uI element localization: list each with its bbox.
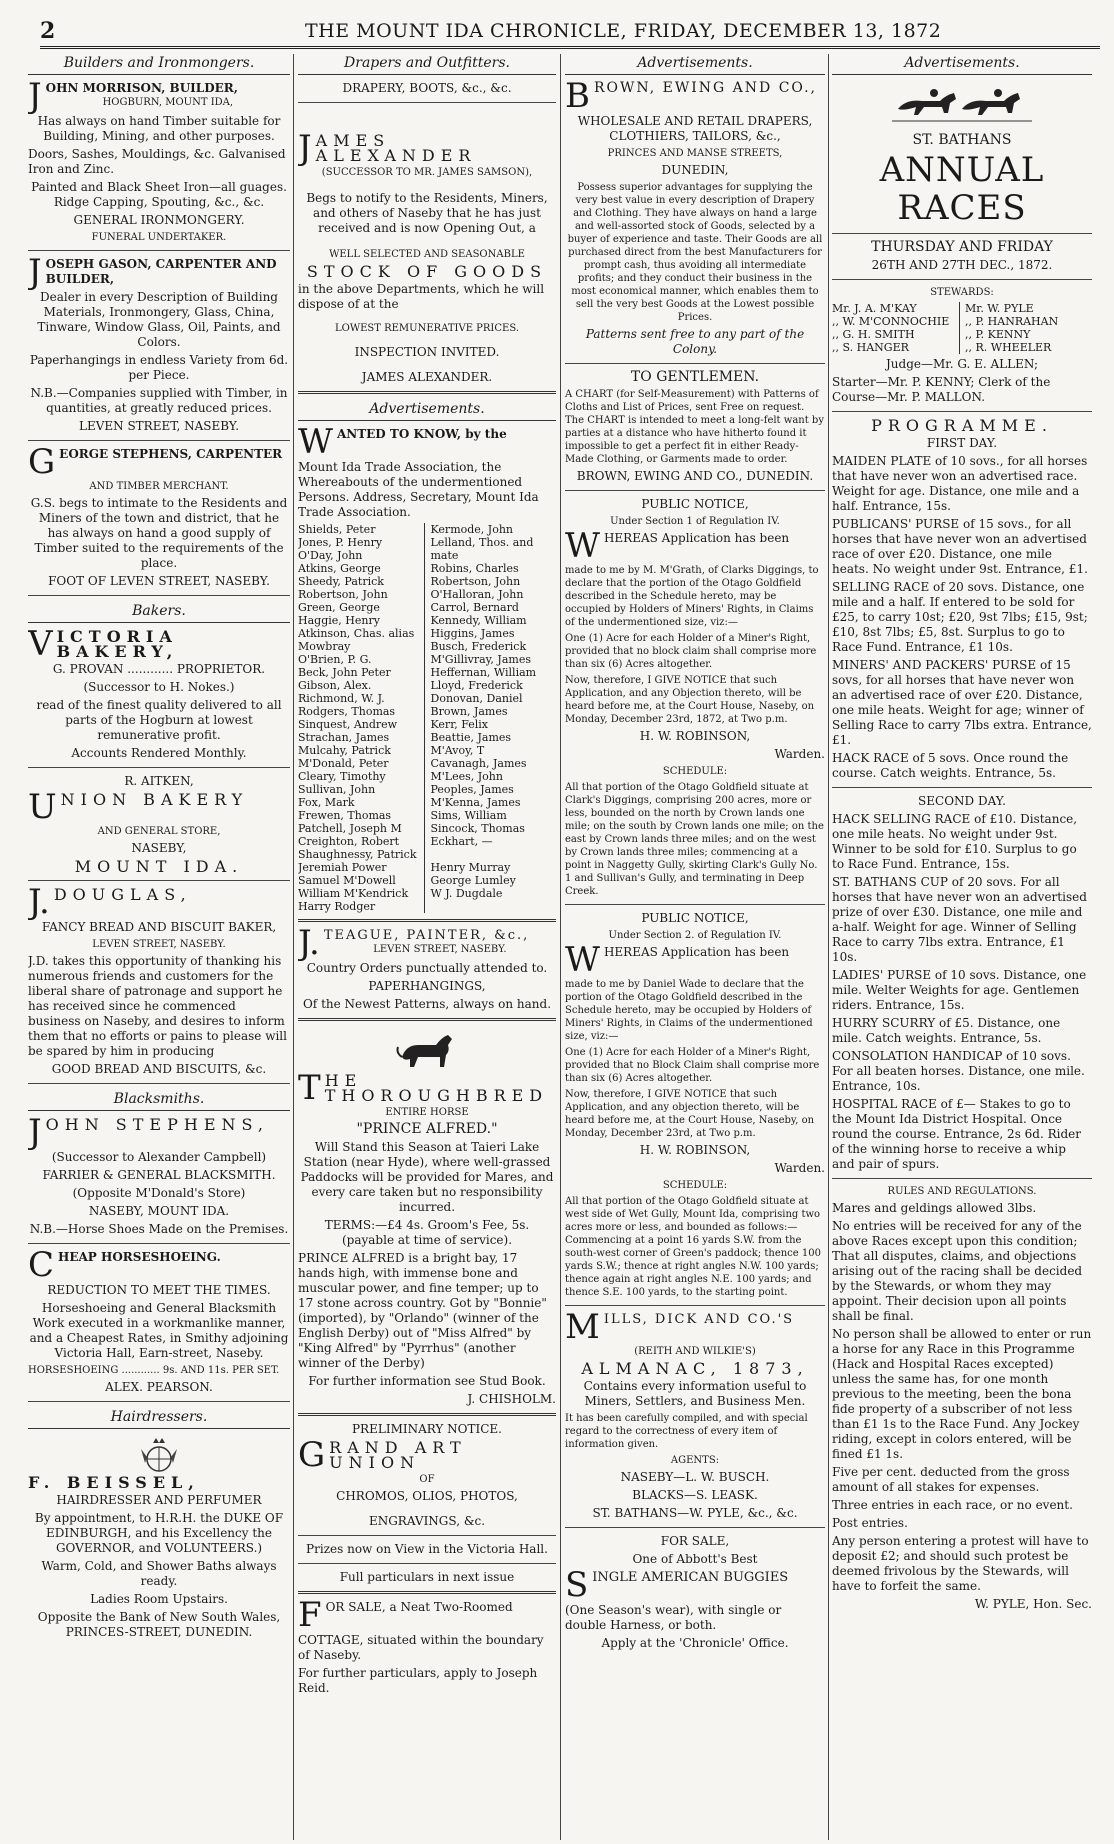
ad-text: For further information see Stud Book. xyxy=(308,1374,546,1388)
ad-for-sale-buggies: FOR SALE, One of Abbott's Best S INGLE AMERICAN BUGGIES (One Season's wear), with single or double Harness, or both. Apply at the 'Chronicle' Office. xyxy=(565,1534,825,1651)
ad-text: FOR SALE, xyxy=(660,1534,730,1548)
list-item: ,, S. HANGER xyxy=(832,341,909,354)
ad-text: GOOD BREAD AND BISCUITS, &c. xyxy=(51,1062,267,1076)
list-item: Beck, John Peter xyxy=(298,666,391,679)
ad-text: FARRIER & GENERAL BLACKSMITH. xyxy=(42,1168,276,1182)
ad-cheap-horseshoeing: C HEAP HORSESHOEING. REDUCTION TO MEET THE TIMES. Horseshoeing and General Blacksmith Work executed in a workmanlike manner, and a Cheapest Rates, in Smithy adjoining Victoria Hall, Earn-street, Naseby. HORSESHOEING ............ 9s. AND 11s. PER SET. ALEX. PEARSON. xyxy=(28,1245,289,1394)
section-heading: Advertisements. xyxy=(565,54,825,75)
list-item: Robertson, John xyxy=(430,575,521,588)
list-item: Cleary, Timothy xyxy=(298,770,386,783)
notice-text: One (1) Acre for each Holder of a Miner's Right, provided that no Block Claim shall comprise more than six (6) Acres altogether. xyxy=(565,1047,820,1084)
list-item: Shaughnessy, Patrick xyxy=(298,848,417,861)
ad-title: HE THOROUGHBRED xyxy=(324,1071,549,1105)
list-item: W J. Dugdale xyxy=(430,887,503,900)
ad-thoroughbred: T HE THOROUGHBRED ENTIRE HORSE "PRINCE ALFRED." Will Stand this Season at Taieri Lake Station (near Hyde), where well-grassed Paddocks will be provided for Mares, and every care taken but no responsibility incurred. TERMS:—£4 4s. Groom's Fee, 5s. (payable at time of service). PRINCE ALFRED is a bright bay, 17 hands high, with immense bone and muscular power, and fine temper; up to 17 stone across country. Got by "Bonnie" (imported), by "Orlando" (winner of the English Derby) out of "Miss Alfred" by "King Alfred" by "Pyrrhus" (another winner of the Derby) For further information see Stud Book. J. CHISHOLM. xyxy=(298,1027,556,1407)
ad-text: ENGRAVINGS, &c. xyxy=(368,1514,486,1528)
ad-text: COTTAGE, situated within the boundary of Naseby. xyxy=(298,1633,544,1662)
wanted-names-list xyxy=(298,523,556,913)
names-right-column xyxy=(424,523,557,913)
notice-text: made to me by Daniel Wade to declare that the portion of the Otago Goldfield described in the Schedule hereto, may be occupied by Holders of Miners' Rights, in Claims of the undermentioned size, viz:— xyxy=(565,979,813,1042)
races-title: ANNUAL RACES xyxy=(879,150,1045,228)
list-item: M'Donald, Peter xyxy=(298,757,389,770)
rule-text: No entries will be received for any of the above Races except upon this condition; That all disputes, claims, and objections arising out of the racing shall be decided by the Stewards, or whom they may appoint. Their decision upon all points shall be final. xyxy=(832,1219,1083,1323)
ad-text: Paperhangings in endless Variety from 6d. per Piece. xyxy=(29,353,289,382)
ad-text: Painted and Black Sheet Iron—all guages. Ridge Capping, Spouting, &c., &c. xyxy=(31,180,287,209)
list-item: Rodgers, Thomas xyxy=(298,705,396,718)
section-heading: Hairdressers. xyxy=(28,1408,290,1429)
notice-heading: HEREAS Application has been xyxy=(603,945,790,959)
section-heading: Advertisements. xyxy=(832,54,1092,75)
list-item: Henry Murray xyxy=(430,861,511,874)
ad-title: INGLE AMERICAN BUGGIES xyxy=(592,1570,789,1585)
column-1 xyxy=(28,54,290,1840)
ad-text: ST. BATHANS—W. PYLE, &c., &c. xyxy=(592,1506,798,1520)
ad-text: LEVEN STREET, NASEBY. xyxy=(78,419,240,433)
ad-alexander: J AMES ALEXANDER (SUCCESSOR TO MR. JAMES SAMSON), Begs to notify to the Residents, Miners, and others of Naseby that he has just received and is now Opening Out, a WELL SELECTED AND SEASONABLE STOCK OF GOODS in the above Departments, which he will dispose of at the LOWEST REMUNERATIVE PRICES. INSPECTION INVITED. JAMES ALEXANDER. xyxy=(298,133,556,385)
notice-text: One (1) Acre for each Holder of a Miner's Right, provided that no block claim shall comprise more than six (6) Acres altogether. xyxy=(565,633,817,670)
ad-text: STEWARDS: xyxy=(930,287,994,298)
ad-title: OSEPH GASON, CARPENTER AND BUILDER, xyxy=(45,257,277,286)
day-heading: SECOND DAY. xyxy=(918,794,1006,808)
ad-text: "PRINCE ALFRED." xyxy=(356,1121,498,1137)
race-entry: LADIES' PURSE of 10 sovs. Distance, one mile. Welter Weights for age. Gentlemen riders. Entrance, 15s. xyxy=(832,968,1087,1012)
list-item: Kermode, John xyxy=(430,523,513,536)
list-item: Robins, Charles xyxy=(430,562,519,575)
list-item: Green, George xyxy=(298,601,380,614)
royal-crest-icon xyxy=(129,1435,189,1475)
column-3 xyxy=(565,54,825,1840)
ad-text: Country Orders punctually attended to. xyxy=(306,961,548,975)
ad-text: FUNERAL UNDERTAKER. xyxy=(91,232,227,243)
ad-text: J. CHISHOLM. xyxy=(467,1392,556,1406)
ad-title: ANTED TO KNOW, by the xyxy=(336,427,507,441)
list-item: Heffernan, William xyxy=(430,666,537,679)
ad-text: WELL SELECTED AND SEASONABLE xyxy=(329,249,525,260)
horse-icon xyxy=(392,1027,462,1073)
section-heading: Bakers. xyxy=(28,602,290,623)
ad-text: REDUCTION TO MEET THE TIMES. xyxy=(47,1283,271,1297)
ad-text: NASEBY, MOUNT IDA. xyxy=(88,1204,230,1218)
list-item: Brown, James xyxy=(430,705,508,718)
list-item: Samuel M'Dowell xyxy=(298,874,396,887)
ad-text: Doors, Sashes, Mouldings, &c. Galvanised Iron and Zinc. xyxy=(28,147,286,176)
notice-text: Now, therefore, I GIVE NOTICE that such Application, and any Objection thereto, will be heard before me, at the Court House, Naseby, on Monday, December 23rd, 1872, at Two p.m. xyxy=(565,675,815,725)
ad-title: TO GENTLEMEN. xyxy=(630,369,760,385)
list-item: Robertson, John xyxy=(298,588,388,601)
ad-text: Starter—Mr. P. KENNY; Clerk of the Course—Mr. P. MALLON. xyxy=(832,375,1051,404)
ad-text: J.D. takes this opportunity of thanking his numerous friends and customers for the liberal share of patronage and support he has received since he commenced business on Naseby, and desires to inform them that no efforts or pains to please will be spared by him in producing xyxy=(28,954,287,1058)
ad-text: STOCK OF GOODS xyxy=(306,262,548,281)
ad-union-bakery: R. AITKEN, U NION BAKERY AND GENERAL STORE, NASEBY, MOUNT IDA. xyxy=(28,774,290,874)
rule-text: Post entries. xyxy=(832,1516,908,1530)
ad-beissel xyxy=(28,1435,290,1640)
ad-text: Begs to notify to the Residents, Miners, and others of Naseby that he has just received and is now Opening Out, a xyxy=(306,191,548,235)
list-item: Fox, Mark xyxy=(298,796,355,809)
list-item: Patchell, Joseph M xyxy=(298,822,402,835)
ad-mills-dick: M ILLS, DICK AND CO.'S (REITH AND WILKIE'S) ALMANAC, 1873, Contains every information useful to Miners, Settlers, and Business Men. It has been carefully compiled, and with special regard to the correctness of every item of information given. AGENTS: NASEBY—L. W. BUSCH. BLACKS—S. LEASK. ST. BATHANS—W. PYLE, &c., &c. xyxy=(565,1312,825,1521)
ad-wanted: W ANTED TO KNOW, by the Mount Ida Trade Association, the Whereabouts of the undermentioned Persons. Address, Secretary, Mount Ida Trade Association. Shields, Peter Jones, P. Henry O'Day, John Atkins, George Sheedy, Patrick Robertson, John Green, George Haggie, Henry Atkinson, Chas. alias Mowbray O'Brien, P. G. Beck, John Peter Gibson, Alex. Richmond, W. J. Rodgers, Thomas Sinquest, Andrew Strachan, James Mulcahy, Patrick M'Donald, Peter Cleary, Timothy Sullivan, John Fox, Mark Frewen, Thomas Patchell, Joseph M Creighton, Robert Shaughnessy, Patrick Jeremiah Power Samuel M'Dowell William M'Kendrick Harry Rodger Kermode, John Lelland, Thos. and mate Robins, Charles Robertson, John O'Halloran, John Carrol, Bernard Kennedy, William Higgins, James Busch, Frederick M'Gillivray, James Heffernan, William Lloyd, Frederick Donovan, Daniel Brown, James Kerr, Felix Beattie, James M'Avoy, T Cavanagh, James M'Lees, John Peoples, James M'Kenna, James Sims, William Sincock, Thomas Eckhart, — Henry Murray George Lumley W J. Dugdale xyxy=(298,427,556,913)
names-left-column xyxy=(298,523,424,913)
ad-text: Horseshoeing and General Blacksmith Work executed in a workmanlike manner, and a Cheapest Rates, in Smithy adjoining Victoria Hall, Earn-street, Naseby. xyxy=(29,1301,289,1360)
ad-text: AND TIMBER MERCHANT. xyxy=(89,481,229,492)
ad-text: N.B.—Companies supplied with Timber, in quantities, at greatly reduced prices. xyxy=(30,386,288,415)
ad-text: LEVEN STREET, NASEBY. xyxy=(373,944,507,955)
ad-stephens: G EORGE STEPHENS, CARPENTER AND TIMBER MERCHANT. G.S. begs to intimate to the Residents and Miners of the town and district, that he has always on hand a good supply of Timber suited to the requirements of the place. FOOT OF LEVEN STREET, NASEBY. xyxy=(28,447,290,589)
notice-text: All that portion of the Otago Goldfield situate at west side of Wet Gully, Mount Ida, comprising two acres more or less, and bounded as follows:—Commencing at a point 16 yards S.W. from the south-west corner of Green's paddock; thence 100 yards S.W.; thence at right angles N.W. 100 yards; thence again at right angles N.E. 100 yards; and thence S.E. 100 yards, to the starting point. xyxy=(565,1196,821,1298)
ad-text: OF xyxy=(419,1474,435,1485)
ad-text: By appointment, to H.R.H. the DUKE OF EDINBURGH, and his Excellency the GOVERNOR, and VOLUNTEERS.) xyxy=(34,1511,284,1555)
public-notice-1: PUBLIC NOTICE, Under Section 1 of Regulation IV. W HEREAS Application has been made to me by M. M'Grath, of Clarks Diggings, to declare that the portion of the Otago Goldfield described in the Schedule hereto, may be occupied by Holders of Miners' Rights, in Claims of the undermentioned size, viz:— One (1) Acre for each Holder of a Miner's Right, provided that no block claim shall comprise more than six (6) Acres altogether. Now, therefore, I GIVE NOTICE that such Application, and any Objection thereto, will be heard before me, at the Court House, Naseby, on Monday, December 23rd, 1872, at Two p.m. H. W. ROBINSON, Warden. SCHEDULE: All that portion of the Otago Goldfield situate at Clark's Diggings, comprising 200 acres, more or less, bounded on the north by Crown lands one mile; on the south by Crown lands one mile; on the east by Crown lands three miles; and on the west by Crown lands three miles; commencing at a point in Naggetty Gully, skirting Clark's Gully No. 1 and Sullivan's Gully, and terminating in Deep Creek. xyxy=(565,497,825,897)
ad-art-union: PRELIMINARY NOTICE. G RAND ART UNION OF CHROMOS, OLIOS, PHOTOS, ENGRAVINGS, &c. Prizes now on View in the Victoria Hall. Full particulars in next issue xyxy=(298,1422,556,1585)
newspaper-title: THE MOUNT IDA CHRONICLE, FRIDAY, DECEMBER 13, 1872 xyxy=(305,20,942,42)
list-item: Jeremiah Power xyxy=(298,861,387,874)
ad-text: Apply at the 'Chronicle' Office. xyxy=(601,1636,789,1650)
notice-subtitle: Under Section 2. of Regulation IV. xyxy=(608,930,782,941)
ad-text: A CHART (for Self-Measurement) with Patterns of Cloths and List of Prices, sent Free on request. The CHART is intended to meet a long-felt want by parties at a distance who have hitherto found it impossible to get a perfect fit in either Ready-Made Clothing, or Garments made to order. xyxy=(565,389,824,465)
ad-text: Will Stand this Season at Taieri Lake Station (near Hyde), where well-grassed Paddocks will be provided for Mares, and every care taken but no responsibility incurred. xyxy=(300,1140,554,1214)
list-item: O'Halloran, John xyxy=(430,588,524,601)
ad-text: Accounts Rendered Monthly. xyxy=(71,746,247,760)
stewards-right xyxy=(959,302,1092,354)
list-item: Higgins, James xyxy=(430,627,515,640)
ad-text: LEVEN STREET, NASEBY. xyxy=(92,939,226,950)
ad-text: NASEBY, xyxy=(131,841,187,855)
section-heading: Advertisements. xyxy=(298,400,556,421)
ad-title: EORGE STEPHENS, CARPENTER xyxy=(59,447,283,461)
list-item: ,, R. WHEELER xyxy=(965,341,1052,354)
list-item: Donovan, Daniel xyxy=(430,692,523,705)
notice-signature: H. W. ROBINSON, xyxy=(639,729,751,743)
list-item: Beattie, James xyxy=(430,731,512,744)
list-item: Lelland, Thos. and mate xyxy=(430,536,534,562)
ad-text: AND GENERAL STORE, xyxy=(97,826,221,837)
race-entry: PUBLICANS' PURSE of 15 sovs., for all horses that have never won an advertised race of over £20. Distance, one mile heats. No weight under 9st. Entrance, £1. xyxy=(832,517,1088,576)
rule-text: Any person entering a protest will have to deposit £2; and should such protest be deemed frivolous by the Stewards, will have to forfeit the same. xyxy=(832,1534,1089,1593)
ad-title: RAND ART UNION xyxy=(329,1438,467,1472)
list-item: George Lumley xyxy=(430,874,516,887)
notice-heading: HEREAS Application has been xyxy=(603,531,790,545)
ad-title: HEAP HORSESHOEING. xyxy=(58,1250,221,1264)
ad-text: (REITH AND WILKIE'S) xyxy=(634,1346,756,1357)
list-item: Atkins, George xyxy=(298,562,381,575)
race-entry: MAIDEN PLATE of 10 sovs., for all horses that have never won an advertised race. Weight for age. Distance, one mile and a half. Entrance, 15s. xyxy=(832,454,1088,513)
ad-text: CHROMOS, OLIOS, PHOTOS, xyxy=(336,1489,518,1503)
rule-text: Three entries in each race, or no event. xyxy=(832,1498,1073,1512)
list-item xyxy=(431,900,557,913)
notice-signature: H. W. ROBINSON, xyxy=(639,1143,751,1157)
ad-text: R. AITKEN, xyxy=(124,774,194,788)
rule-text: No person shall be allowed to enter or run a horse for any Race in this Programme (Hack and Hospital Races excepted) unless the same has, for one month previous to the meeting, been the bona fide property of a subscriber of not less than £1 1s to the Race Fund. Any Jockey riding, except in colors entered, will be fined £1 1s. xyxy=(832,1327,1092,1461)
ad-text: G. PROVAN ............ PROPRIETOR. xyxy=(52,662,266,676)
ad-text: WHOLESALE AND RETAIL DRAPERS, CLOTHIERS, TAILORS, &c., xyxy=(577,114,813,143)
list-item: M'Lees, John xyxy=(430,770,503,783)
ad-text: (Successor to H. Nokes.) xyxy=(83,680,235,694)
ad-annual-races xyxy=(832,81,1092,1612)
list-item: ,, G. H. SMITH xyxy=(832,328,915,341)
ad-text: BLACKS—S. LEASK. xyxy=(632,1488,758,1502)
notice-text: made to me by M. M'Grath, of Clarks Diggings, to declare that the portion of the Otago Goldfield described in the Schedule hereto, may be occupied by Holders of Miners' Rights, in Claims of the undermentioned size, viz:— xyxy=(565,565,819,628)
day-heading: FIRST DAY. xyxy=(926,436,998,450)
list-item: Kerr, Felix xyxy=(430,718,489,731)
ad-title: ILLS, DICK AND CO.'S xyxy=(603,1312,795,1327)
ad-text: HAIRDRESSER AND PERFUMER xyxy=(56,1493,262,1507)
ad-text: PRINCE ALFRED is a bright bay, 17 hands high, with immense bone and muscular power, and fine temper; up to 17 stone across country. Got by "Bonnie" (imported), by "Orlando" (winner of the English Derby) out of "Miss Alfred" by "King Alfred" by "Pyrrhus" (another winner of the Derby) xyxy=(298,1251,547,1370)
ad-text: Full particulars in next issue xyxy=(339,1570,515,1584)
ad-text: GENERAL IRONMONGERY. xyxy=(73,213,245,227)
list-item: Busch, Frederick xyxy=(430,640,527,653)
list-item: Jones, P. Henry xyxy=(298,536,383,549)
column-4 xyxy=(832,54,1092,1840)
list-item: Mr. J. A. M'KAY xyxy=(832,302,917,315)
ad-morrison: J OHN MORRISON, BUILDER, HOGBURN, MOUNT IDA, Has always on hand Timber suitable for Building, Mining, and other purposes. Doors, Sashes, Mouldings, &c. Galvanised Iron and Zinc. Painted and Black Sheet Iron—all guages. Ridge Capping, Spouting, &c., &c. GENERAL IRONMONGERY. FUNERAL UNDERTAKER. xyxy=(28,81,290,244)
ad-subtitle: HOGBURN, MOUNT IDA, xyxy=(102,97,234,108)
masthead xyxy=(40,16,1100,49)
ad-title: ICTORIA BAKERY, xyxy=(56,627,179,661)
ad-title: OHN STEPHENS, xyxy=(45,1115,269,1134)
page-number: 2 xyxy=(40,18,56,44)
ad-for-sale-cottage: F OR SALE, a Neat Two-Roomed COTTAGE, situated within the boundary of Naseby. For further particulars, apply to Joseph Reid. xyxy=(298,1600,556,1696)
column-rule xyxy=(828,54,829,1840)
section-heading: Builders and Ironmongers. xyxy=(28,54,290,75)
ad-text: FANCY BREAD AND BISCUIT BAKER, xyxy=(41,920,277,934)
ad-text: Opposite the Bank of New South Wales, PRINCES-STREET, DUNEDIN. xyxy=(37,1610,281,1639)
ad-text: LOWEST REMUNERATIVE PRICES. xyxy=(334,323,520,334)
public-notice-2: PUBLIC NOTICE, Under Section 2. of Regulation IV. W HEREAS Application has been made to me by Daniel Wade to declare that the portion of the Otago Goldfield described in the Schedule hereto, may be occupied by Holders of Miners' Rights, in Claims of the undermentioned size, viz:— One (1) Acre for each Holder of a Miner's Right, provided that no Block Claim shall comprise more than six (6) Acres altogether. Now, therefore, I GIVE NOTICE that such Application, and any objection thereto, will be heard before me, at the Court House, Naseby, on Monday, December 23rd, at Two p.m. H. W. ROBINSON, Warden. SCHEDULE: All that portion of the Otago Goldfield situate at west side of Wet Gully, Mount Ida, comprising two acres more or less, and bounded as follows:—Commencing at a point 16 yards S.W. from the south-west corner of Green's paddock; thence 100 yards S.W.; thence at right angles N.W. 100 yards; thence again at right angles N.E. 100 yards; and thence S.E. 100 yards, to the starting point. xyxy=(565,911,825,1298)
list-item: M'Gillivray, James xyxy=(430,653,531,666)
notice-text: SCHEDULE: xyxy=(662,1180,728,1191)
list-item: William M'Kendrick xyxy=(298,887,409,900)
ad-text: N.B.—Horse Shoes Made on the Premises. xyxy=(29,1222,289,1236)
ad-title: OHN MORRISON, BUILDER, xyxy=(45,81,238,95)
list-item: Mr. W. PYLE xyxy=(965,302,1034,315)
ad-john-stephens: J OHN STEPHENS, (Successor to Alexander Campbell) FARRIER & GENERAL BLACKSMITH. (Opposite M'Donald's Store) NASEBY, MOUNT IDA. N.B.—Horse Shoes Made on the Premises. xyxy=(28,1112,289,1236)
ad-text: Dealer in every Description of Building Materials, Ironmongery, Glass, China, Tinware, Window Glass, Oil, Paints, and Colors. xyxy=(37,290,281,349)
ad-text: Possess superior advantages for supplying the very best value in every description of Drapery and Clothing. They have always on hand a large and well-assorted stock of Goods, selected by a buyer of experience and taste. Their Goods are all purchased direct from the best Manufacturers for prompt cash, thus avoiding all intermediate profits; and they conduct their business in the most economical manner, which enables them to sell the very best Goods at the Lowest possible Prices. xyxy=(567,182,823,323)
ad-text: THURSDAY AND FRIDAY xyxy=(871,239,1053,255)
list-item: Shields, Peter xyxy=(298,523,376,536)
ad-text: It has been carefully compiled, and with special regard to the correctness of every item of information given. xyxy=(565,1413,808,1450)
ad-title: ROWN, EWING AND CO., xyxy=(594,80,817,96)
ad-text: Prizes now on View in the Victoria Hall. xyxy=(306,1542,548,1556)
stewards-list xyxy=(832,302,1092,354)
notice-text: Warden. xyxy=(774,747,825,761)
notice-title: PUBLIC NOTICE, xyxy=(641,497,749,511)
ad-text: HORSESHOEING ............ 9s. AND 11s. PER SET. xyxy=(28,1365,280,1376)
notice-text: Now, therefore, I GIVE NOTICE that such Application, and any objection thereto, will be heard before me, at the Court House, Naseby, on Monday, December 23rd, at Two p.m. xyxy=(565,1089,815,1139)
ad-text: MOUNT IDA. xyxy=(74,857,244,876)
list-item: ,, P. KENNY xyxy=(965,328,1031,341)
race-entry: HURRY SCURRY of £5. Distance, one mile. Catch weights. Entrance, 5s. xyxy=(832,1016,1061,1045)
list-item: Mulcahy, Patrick xyxy=(298,744,391,757)
ad-text: NASEBY—L. W. BUSCH. xyxy=(620,1470,770,1484)
ad-text: TERMS:—£4 4s. Groom's Fee, 5s. (payable at time of service). xyxy=(324,1218,530,1247)
ad-text: Ladies Room Upstairs. xyxy=(90,1592,228,1606)
list-item: Sims, William xyxy=(430,809,507,822)
programme-heading: PROGRAMME. xyxy=(871,416,1053,435)
ad-text: DUNEDIN, xyxy=(661,163,729,177)
ad-text: ST. BATHANS xyxy=(912,132,1012,148)
notice-text: All that portion of the Otago Goldfield situate at Clark's Diggings, comprising 200 acres, more or less, bounded on the north by Crown lands one mile; on the south by Crown lands one mile; on the east by Crown lands three miles; and on the west by Crown lands three miles; commencing at a point in Naggetty Gully, skirting Clark's Gully No. 1 and Sullivan's Gully, and terminating in Deep Creek. xyxy=(565,782,824,897)
ad-text: Warm, Cold, and Shower Baths always ready. xyxy=(41,1559,277,1588)
ad-text: PRELIMINARY NOTICE. xyxy=(351,1422,502,1436)
list-item: Atkinson, Chas. alias Mowbray xyxy=(298,627,415,653)
ad-text: ALMANAC, 1873, xyxy=(581,1359,809,1378)
ad-text: Has always on hand Timber suitable for Building, Mining, and other purposes. xyxy=(37,114,281,143)
ad-text: PRINCES AND MANSE STREETS, xyxy=(607,148,783,159)
ad-text: 26TH AND 27TH DEC., 1872. xyxy=(871,258,1053,272)
ad-text: ENTIRE HORSE xyxy=(385,1107,469,1118)
race-entry: HACK RACE of 5 sovs. Once round the course. Catch weights. Entrance, 5s. xyxy=(832,751,1069,780)
ad-text: Of the Newest Patterns, always on hand. xyxy=(302,997,552,1011)
list-item: Creighton, Robert xyxy=(298,835,400,848)
ad-teague: J. TEAGUE, PAINTER, &c., LEVEN STREET, NASEBY. Country Orders punctually attended to. PAPERHANGINGS, Of the Newest Patterns, always on hand. xyxy=(298,928,556,1012)
ad-text: (Opposite M'Donald's Store) xyxy=(72,1186,246,1200)
ad-text: read of the finest quality delivered to all parts of the Hogburn at lowest remunerative profit. xyxy=(36,698,282,742)
ad-title: F. BEISSEL, xyxy=(28,1473,200,1492)
ad-text: in the above Departments, which he will dispose of at the xyxy=(298,282,545,311)
race-entry: MINERS' AND PACKERS' PURSE of 15 sovs, for all horses that have never won an advertised race of over £20. Distance, one mile heats. Weight for age; winner of Selling Race to carry 7lbs extra. Entrance, £1. xyxy=(832,658,1092,747)
ad-text: PAPERHANGINGS, xyxy=(368,979,486,993)
ad-text: G.S. begs to intimate to the Residents and Miners of the town and district, that he has always on hand a good supply of Timber suited to the requirements of the place. xyxy=(30,496,288,570)
ad-douglas: J. DOUGLAS, FANCY BREAD AND BISCUIT BAKER, LEVEN STREET, NASEBY. J.D. takes this opportunity of thanking his numerous friends and customers for the liberal share of patronage and support he has received since he commenced business on Naseby, and desires to inform them that no efforts or pains to please will be spared by him in producing GOOD BREAD AND BISCUITS, &c. xyxy=(28,887,290,1077)
section-heading: Blacksmiths. xyxy=(28,1090,290,1111)
list-item: ,, W. M'CONNOCHIE xyxy=(832,315,950,328)
signature: W. PYLE, Hon. Sec. xyxy=(974,1597,1092,1611)
list-item: Sheedy, Patrick xyxy=(298,575,384,588)
list-item: ,, P. HANRAHAN xyxy=(965,315,1059,328)
ad-gason: J OSEPH GASON, CARPENTER AND BUILDER, Dealer in every Description of Building Materials, Ironmongery, Glass, China, Tinware, Window Glass, Oil, Paints, and Colors. Paperhangings in endless Variety from 6d. per Piece. N.B.—Companies supplied with Timber, in quantities, at greatly reduced prices. LEVEN STREET, NASEBY. xyxy=(28,252,289,433)
race-entry: CONSOLATION HANDICAP of 10 sovs. For all beaten horses. Distance, one mile. Entrance, 10s. xyxy=(832,1049,1085,1093)
list-item: Peoples, James xyxy=(430,783,514,796)
list-item: Carrol, Bernard xyxy=(430,601,519,614)
list-item: Sincock, Thomas xyxy=(430,822,525,835)
list-item: M'Kenna, James xyxy=(430,796,521,809)
ad-text: Judge—Mr. G. E. ALLEN; xyxy=(886,357,1038,371)
list-item: Strachan, James xyxy=(298,731,390,744)
list-item: O'Brien, P. G. xyxy=(298,653,372,666)
ad-text: Patterns sent free to any part of the Colony. xyxy=(585,327,805,356)
list-item: Gibson, Alex. xyxy=(298,679,372,692)
list-item: Eckhart, — xyxy=(430,835,493,848)
ad-text: FOOT OF LEVEN STREET, NASEBY. xyxy=(48,574,270,588)
list-item: Sinquest, Andrew xyxy=(298,718,398,731)
ad-text: AGENTS: xyxy=(670,1455,720,1466)
list-item: Frewen, Thomas xyxy=(298,809,392,822)
ad-text: ALEX. PEARSON. xyxy=(105,1380,213,1394)
race-entry: HOSPITAL RACE of £— Stakes to go to the Mount Ida District Hospital. Once round the course. Entrance, 2s 6d. Rider of the winning horse to receive a whip and pair of spurs. xyxy=(832,1097,1082,1171)
list-item: Haggie, Henry xyxy=(298,614,380,627)
list-item: Sullivan, John xyxy=(298,783,376,796)
race-entry: SELLING RACE of 20 sovs. Distance, one mile and a half. If entered to be sold for £25, to carry 10st; £20, 9st 7lbs; £15, 9st; £10, 8st 7lbs; £5, 8st. Surplus to go to Race Fund. Entrance, £1 10s. xyxy=(832,580,1088,654)
list-item: M'Avoy, T xyxy=(430,744,485,757)
column-rule xyxy=(560,54,561,1840)
list-item: Kennedy, William xyxy=(430,614,527,627)
notice-title: PUBLIC NOTICE, xyxy=(641,911,749,925)
ad-text: For further particulars, apply to Joseph Reid. xyxy=(298,1666,538,1695)
list-item: Cavanagh, James xyxy=(430,757,527,770)
ad-text: DRAPERY, BOOTS, &c., &c. xyxy=(342,81,512,95)
notice-subtitle: Under Section 1 of Regulation IV. xyxy=(610,516,780,527)
stewards-left xyxy=(832,302,959,354)
race-entry: ST. BATHANS CUP of 20 sovs. For all horses that have never won an advertised prize of over £30. Distance, one mile and a-half. Weight for age. Winner of Selling Race to carry 7lbs extra. Entrance, £1 10s. xyxy=(832,875,1087,964)
column-2 xyxy=(298,54,556,1840)
rules-heading: RULES AND REGULATIONS. xyxy=(887,1186,1037,1197)
ad-title: OR SALE, a Neat Two-Roomed xyxy=(325,1600,513,1614)
list-item xyxy=(431,848,557,861)
ad-to-gentlemen xyxy=(565,370,825,484)
ad-text: (SUCCESSOR TO MR. JAMES SAMSON), xyxy=(321,167,533,178)
column-rule xyxy=(293,54,294,1840)
ad-title: AMES ALEXANDER xyxy=(315,131,477,165)
notice-text: Warden. xyxy=(774,1161,825,1175)
ad-text: Mount Ida Trade Association, the Whereabouts of the undermentioned Persons. Address, Secretary, Mount Ida Trade Association. xyxy=(298,460,539,519)
list-item: O'Day, John xyxy=(298,549,363,562)
list-item: Lloyd, Frederick xyxy=(430,679,523,692)
ad-title: DOUGLAS, xyxy=(53,885,192,904)
racehorses-icon xyxy=(892,81,1032,125)
ad-title: TEAGUE, PAINTER, &c., xyxy=(323,928,530,943)
ad-text: (Successor to Alexander Campbell) xyxy=(51,1150,267,1164)
ad-text: INSPECTION INVITED. xyxy=(354,345,500,359)
ad-text: JAMES ALEXANDER. xyxy=(361,370,493,384)
notice-text: SCHEDULE: xyxy=(662,766,728,777)
section-heading: Drapers and Outfitters. xyxy=(298,54,556,75)
ad-text: (One Season's wear), with single or double Harness, or both. xyxy=(565,1603,782,1632)
ad-title: NION BAKERY xyxy=(60,790,249,809)
list-item: Richmond, W. J. xyxy=(298,692,385,705)
ad-victoria: V ICTORIA BAKERY, G. PROVAN ............ PROPRIETOR. (Successor to H. Nokes.) read of the finest quality delivered to all parts of the Hogburn at lowest remunerative profit. Accounts Rendered Monthly. xyxy=(28,629,290,761)
list-item: Harry Rodger xyxy=(298,900,376,913)
ad-text: BROWN, EWING AND CO., DUNEDIN. xyxy=(576,469,814,483)
ad-brown-ewing: B ROWN, EWING AND CO., WHOLESALE AND RETAIL DRAPERS, CLOTHIERS, TAILORS, &c., PRINCES AND MANSE STREETS, DUNEDIN, Possess superior advantages for supplying the very best value in every description of Drapery and Clothing. They have always on hand a large and well-assorted stock of Goods, selected by a buyer of experience and taste. Their Goods are all purchased direct from the best Manufacturers for prompt cash, thus avoiding all intermediate profits; and they conduct their business in the most economical manner, which enables them to sell the very best Goods at the Lowest possible Prices. Patterns sent free to any part of the Colony. xyxy=(565,81,825,357)
rule-text: Mares and geldings allowed 3lbs. xyxy=(832,1201,1037,1215)
ad-text: Contains every information useful to Miners, Settlers, and Business Men. xyxy=(583,1379,807,1408)
ad-text: One of Abbott's Best xyxy=(632,1552,758,1566)
race-entry: HACK SELLING RACE of £10. Distance, one mile heats. No weight under 9st. Winner to be sold for £10. Surplus to go to Race Fund. Entrance, 15s. xyxy=(832,812,1078,871)
rule-text: Five per cent. deducted from the gross amount of all stakes for expenses. xyxy=(832,1465,1070,1494)
